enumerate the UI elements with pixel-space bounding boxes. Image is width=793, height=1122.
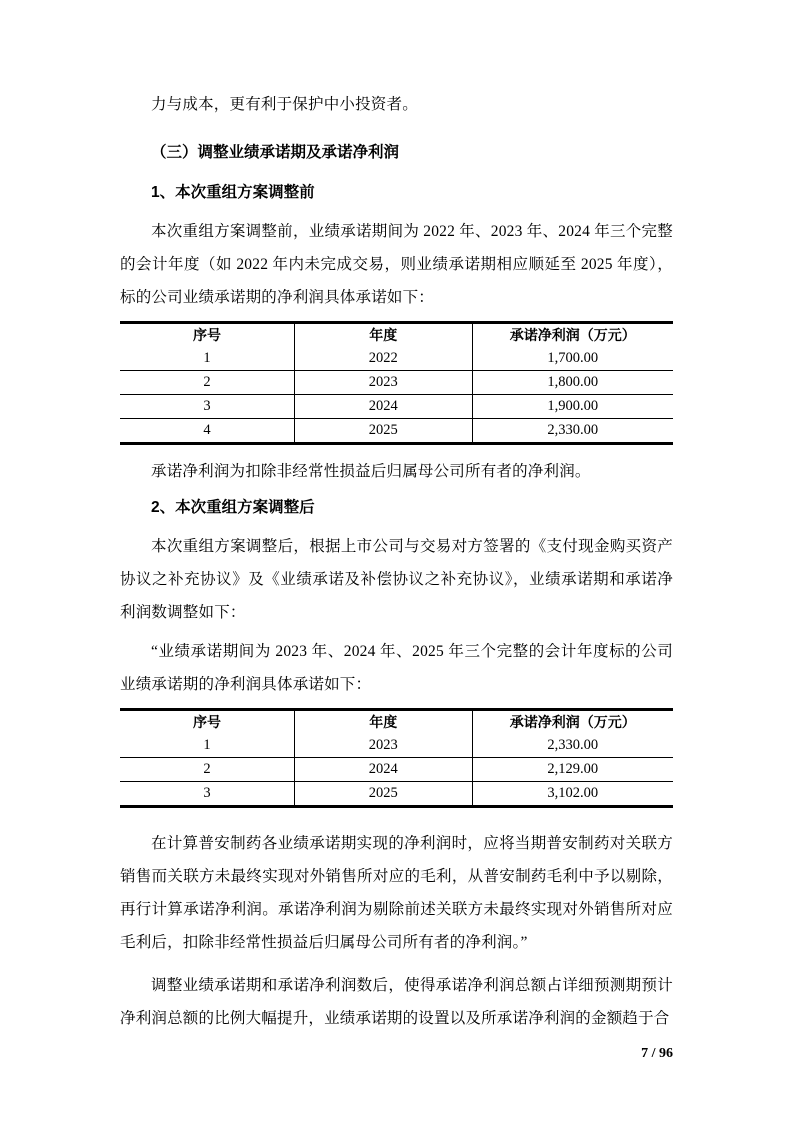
cell-seq: 3 xyxy=(203,398,211,414)
paragraph-conclusion: 调整业绩承诺期和承诺净利润数后，使得承诺净利润总额占详细预测期预计净利润总额的比例大幅提升，业绩承诺期的设置以及所承诺净利润的金额趋于合 xyxy=(120,977,673,1027)
sub-heading-after: 2、本次重组方案调整后 xyxy=(151,499,315,516)
cell-seq: 1 xyxy=(203,350,211,366)
table-row xyxy=(120,782,673,807)
paragraph-after-adjustment: 本次重组方案调整后，根据上市公司与交易对方签署的《支付现金购买资产协议之补充协议》及《业绩承诺及补偿协议之补充协议》，业绩承诺期和承诺净利润数调整如下： xyxy=(120,538,673,621)
table-row xyxy=(120,371,673,395)
cell-profit: 1,900.00 xyxy=(472,395,673,419)
paragraph-calculation: 在计算普安制药各业绩承诺期实现的净利润时，应将当期普安制药对关联方销售而关联方未最终实现对外销售所对应的毛利，从普安制药毛利中予以剔除，再行计算承诺净利润。承诺净利润为剔除前述关联方未最终实现对外销售所对应毛利后，扣除非经常性损益后归属母公司所有者的净利润。” xyxy=(120,835,673,951)
column-header-profit: 承诺净利润（万元） xyxy=(472,323,673,348)
cell-year: 2025 xyxy=(294,782,472,807)
table-row xyxy=(120,758,673,782)
paragraph-quote-intro: “业绩承诺期间为 2023 年、2024 年、2025 年三个完整的会计年度标的公司业绩承诺期的净利润具体承诺如下： xyxy=(120,643,673,693)
paragraph-carryover: 力与成本，更有利于保护中小投资者。 xyxy=(151,96,418,113)
sub-heading-before: 1、本次重组方案调整前 xyxy=(151,184,315,201)
paragraph-before-adjustment: 本次重组方案调整前，业绩承诺期间为 2022 年、2023 年、2024 年三个完整的会计年度（如 2022 年内未完成交易，则业绩承诺期相应顺延至 2025 年度），标的公司业绩承诺期的净利润具体承诺如下： xyxy=(120,223,673,306)
column-header-seq: 序号 xyxy=(192,327,221,343)
cell-profit: 1,800.00 xyxy=(472,371,673,395)
column-header-profit: 承诺净利润（万元） xyxy=(472,710,673,735)
cell-year: 2024 xyxy=(294,758,472,782)
cell-year: 2023 xyxy=(294,371,472,395)
cell-profit: 2,330.00 xyxy=(472,734,673,758)
cell-year: 2024 xyxy=(294,395,472,419)
table-row xyxy=(120,347,673,371)
table-header-row xyxy=(120,323,673,348)
column-header-seq: 序号 xyxy=(192,714,221,730)
section-heading: （三）调整业绩承诺期及承诺净利润 xyxy=(151,144,400,161)
table-row xyxy=(120,734,673,758)
cell-year: 2022 xyxy=(294,347,472,371)
cell-seq: 2 xyxy=(203,761,211,777)
table-after-adjustment xyxy=(120,708,673,808)
cell-seq: 4 xyxy=(203,422,211,438)
table-row xyxy=(120,419,673,444)
column-header-year: 年度 xyxy=(294,323,472,348)
cell-profit: 3,102.00 xyxy=(472,782,673,807)
page-number: 7 / 96 xyxy=(641,1046,673,1061)
table-row xyxy=(120,395,673,419)
table-header-row xyxy=(120,710,673,735)
cell-year: 2025 xyxy=(294,419,472,444)
cell-profit: 1,700.00 xyxy=(472,347,673,371)
cell-profit: 2,129.00 xyxy=(472,758,673,782)
table-before-adjustment xyxy=(120,321,673,445)
cell-year: 2023 xyxy=(294,734,472,758)
paragraph-note: 承诺净利润为扣除非经常性损益后归属母公司所有者的净利润。 xyxy=(151,463,591,480)
cell-profit: 2,330.00 xyxy=(472,419,673,444)
cell-seq: 3 xyxy=(203,785,211,801)
cell-seq: 1 xyxy=(203,737,211,753)
column-header-year: 年度 xyxy=(294,710,472,735)
cell-seq: 2 xyxy=(203,374,211,390)
